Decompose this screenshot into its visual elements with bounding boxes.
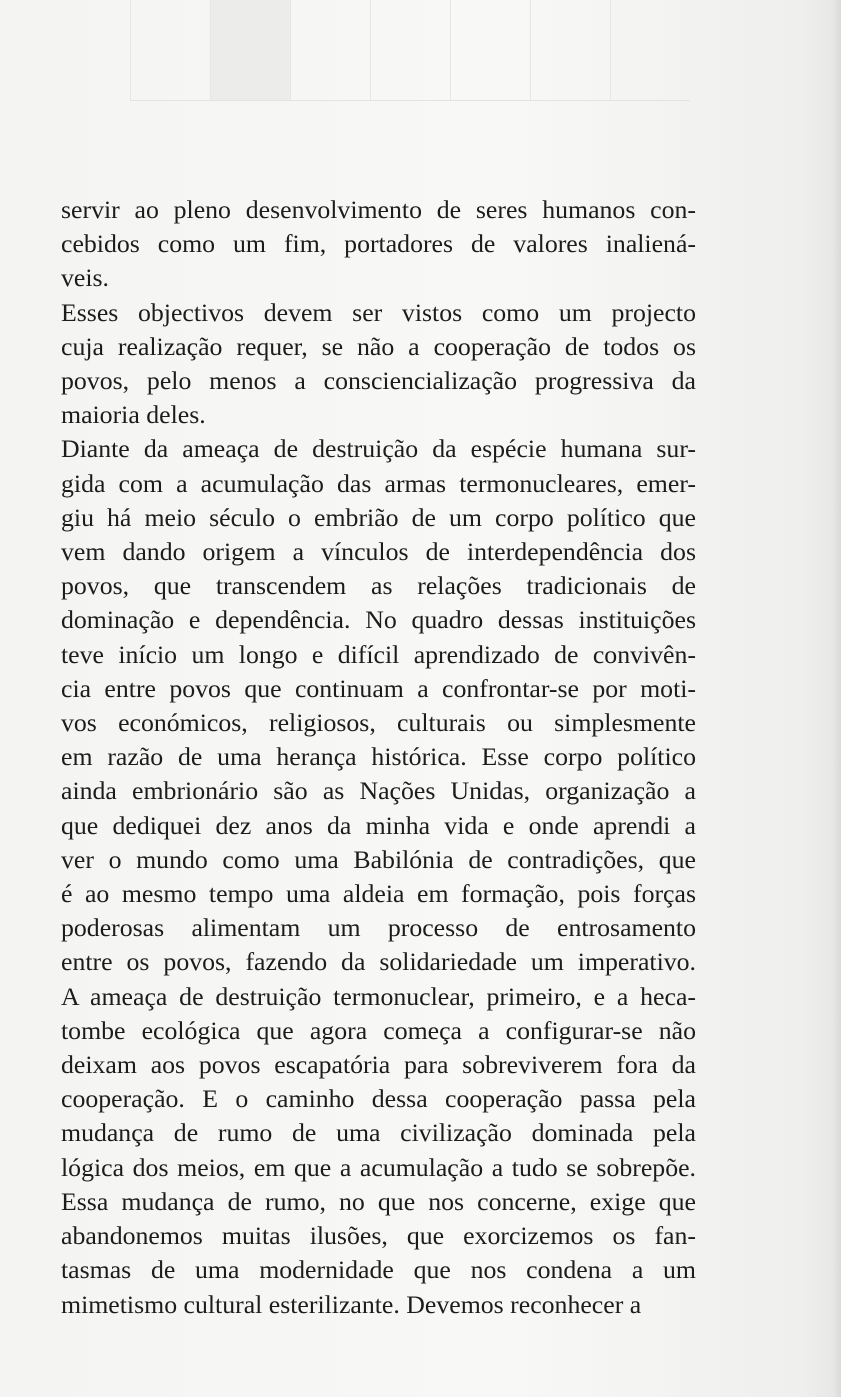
show-through-column-line bbox=[370, 0, 371, 100]
show-through-shaded-cell bbox=[210, 0, 290, 100]
text-line: cooperação. E o caminho dessa cooperação passa pela bbox=[61, 1084, 696, 1114]
text-line: é ao mesmo tempo uma aldeia em formação, pois forças bbox=[61, 879, 696, 909]
show-through-column-line bbox=[450, 0, 451, 100]
text-line: vos económicos, religiosos, culturais ou simplesmente bbox=[61, 708, 696, 738]
text-line: veis. bbox=[61, 263, 110, 293]
text-line: cuja realização requer, se não a cooperação de todos os bbox=[61, 331, 696, 361]
text-line: que dediquei dez anos da minha vida e onde aprendi a bbox=[61, 810, 696, 840]
text-line: vem dando origem a vínculos de interdependência dos bbox=[61, 537, 696, 567]
text-line: povos, pelo menos a consciencialização progressiva da bbox=[61, 366, 696, 396]
text-line: Esses objectivos devem ser vistos como um projecto bbox=[61, 297, 696, 327]
text-line: Essa mudança de rumo, no que nos concerne, exige que bbox=[61, 1186, 696, 1216]
paragraph bbox=[61, 296, 696, 433]
text-line: ainda embrionário são as Nações Unidas, organização a bbox=[61, 776, 696, 806]
body-text bbox=[61, 193, 696, 1322]
text-line: entre os povos, fazendo da solidariedade um imperativo. bbox=[61, 947, 696, 977]
text-line: A ameaça de destruição termonuclear, primeiro, e a heca- bbox=[61, 981, 696, 1011]
text-line: cia entre povos que continuam a confrontar-se por moti- bbox=[61, 673, 696, 703]
text-line: tombe ecológica que agora começa a configurar-se não bbox=[61, 1015, 696, 1045]
text-line: maioria deles. bbox=[61, 400, 206, 430]
text-line: teve início um longo e difícil aprendizado de convivên- bbox=[61, 639, 696, 669]
text-line: em razão de uma herança histórica. Esse corpo político bbox=[61, 742, 696, 772]
text-line: tasmas de uma modernidade que nos condena a um bbox=[61, 1255, 696, 1285]
show-through-column-line bbox=[530, 0, 531, 100]
text-line: mimetismo cultural esterilizante. Devemos reconhecer a bbox=[61, 1289, 642, 1319]
text-line: giu há meio século o embrião de um corpo político que bbox=[61, 502, 696, 532]
page-edge-shadow bbox=[833, 0, 841, 1397]
text-line: poderosas alimentam um processo de entrosamento bbox=[61, 913, 696, 943]
text-line: abandonemos muitas ilusões, que exorcizemos os fan- bbox=[61, 1221, 696, 1251]
text-line: servir ao pleno desenvolvimento de seres humanos con- bbox=[61, 195, 696, 224]
text-line: lógica dos meios, em que a acumulação a tudo se sobrepõe. bbox=[61, 1152, 696, 1182]
show-through-column-line bbox=[210, 0, 211, 100]
text-line: mudança de rumo de uma civilização dominada pela bbox=[61, 1118, 696, 1148]
text-line: ver o mundo como uma Babilónia de contradições, que bbox=[61, 844, 696, 874]
show-through-column-line bbox=[610, 0, 611, 100]
text-line: deixam aos povos escapatória para sobreviverem fora da bbox=[61, 1050, 696, 1080]
text-line: gida com a acumulação das armas termonucleares, emer- bbox=[61, 468, 696, 498]
show-through-column-line bbox=[130, 0, 131, 100]
text-line: Diante da ameaça de destruição da espécie humana sur- bbox=[61, 434, 696, 464]
text-line: povos, que transcendem as relações tradicionais de bbox=[61, 571, 696, 601]
paragraph bbox=[61, 432, 696, 1321]
text-line: cebidos como um fim, portadores de valores inaliená- bbox=[61, 229, 696, 259]
show-through-column-line bbox=[290, 0, 291, 100]
show-through-table bbox=[130, 0, 690, 101]
paragraph bbox=[61, 193, 696, 296]
text-line: dominação e dependência. No quadro dessas instituições bbox=[61, 605, 696, 635]
